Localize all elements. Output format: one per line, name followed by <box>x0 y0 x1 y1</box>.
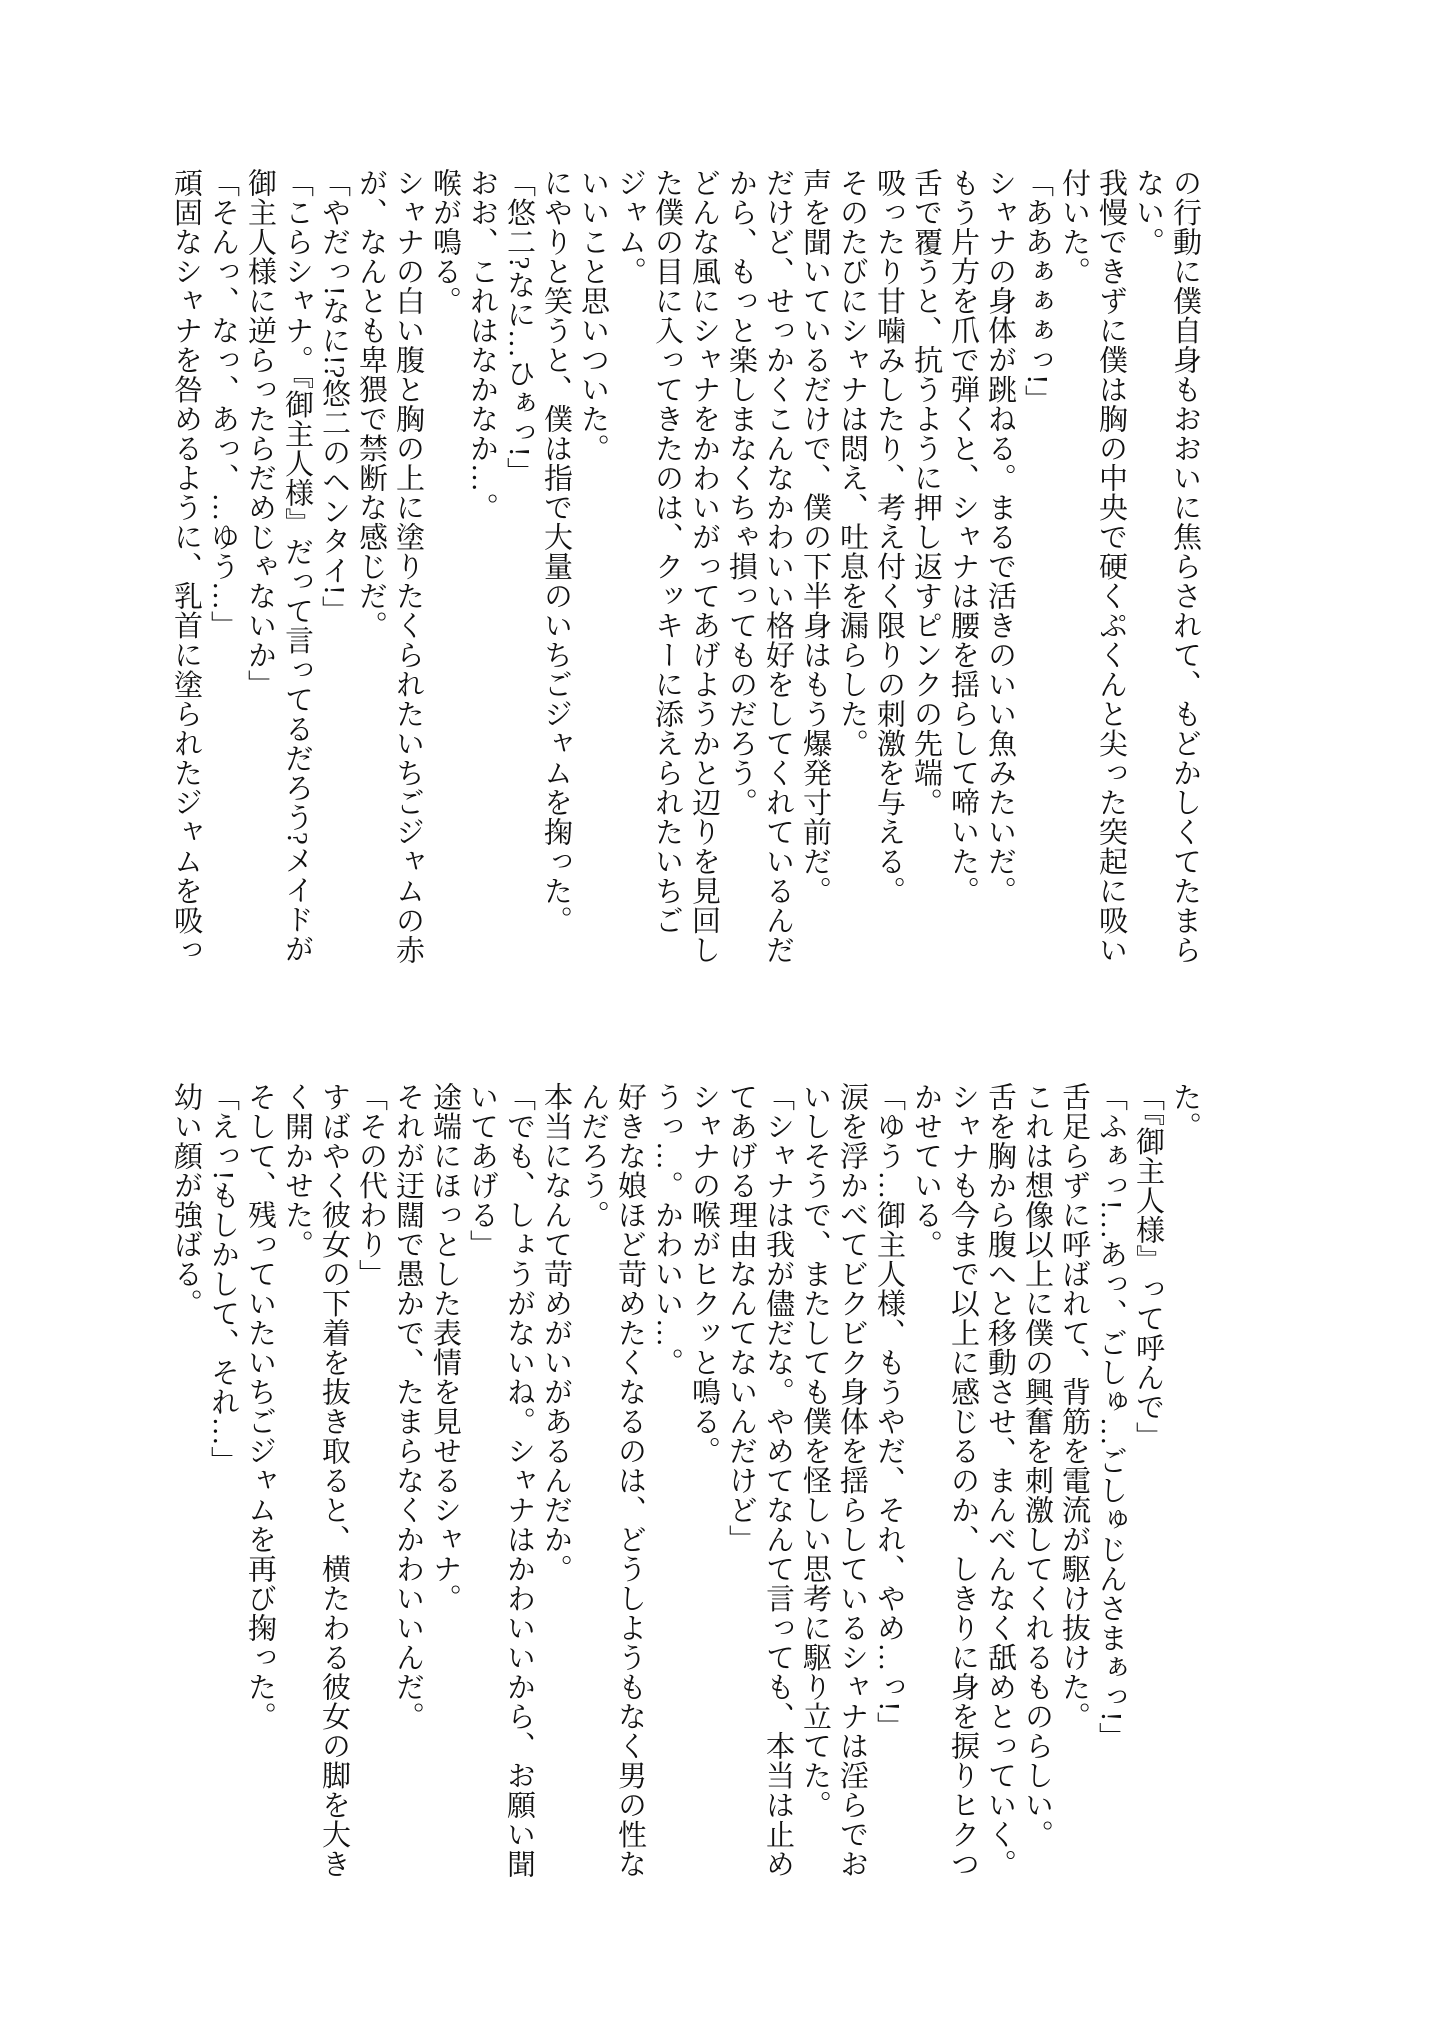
paragraph: 「ゆう…御主人様、もうやだ、それ、やめ…っ!」 <box>873 1082 905 1742</box>
paragraph: 舌を胸から腹へと移動させ、まんべんなく舐めとっていく。 <box>984 1082 1016 1879</box>
paragraph: 「悠二?なに…ひぁっ!」 <box>503 168 535 487</box>
paragraph: 舌足らずに呼ばれて、背筋を電流が駆け抜けた。 <box>1058 1082 1090 1731</box>
paragraph: そのたびにシャナは悶え、吐息を漏らした。 <box>836 168 868 758</box>
text-block-top <box>163 168 1203 983</box>
paragraph: 「ああぁぁぁっ!」 <box>1021 168 1053 415</box>
paragraph: いいこと思いついた。 <box>577 168 609 463</box>
paragraph: どんな風にシャナをかわいがってあげようかと辺りを見回した僕の目に入ってきたのは、クッキーに添えられたいちごジャム。 <box>614 168 720 965</box>
paragraph: 「『御主人様』って呼んで」 <box>1132 1082 1164 1451</box>
paragraph: もう片方を爪で弾くと、シャナは腰を揺らして啼いた。 <box>947 168 979 906</box>
paragraph: の行動に僕自身もおおいに焦らされて、もどかしくてたまらない。 <box>1132 168 1201 965</box>
paragraph: 喉が鳴る。 <box>429 168 461 316</box>
paragraph: これは想像以上に僕の興奮を刺激してくれるものらしい。 <box>1021 1082 1053 1849</box>
paragraph: 「こらシャナ。『御主人様』だって言ってるだろう?メイドが御主人様に逆らったらだめじゃないか」 <box>244 168 313 964</box>
paragraph: 途端にほっとした表情を見せるシャナ。 <box>429 1082 461 1613</box>
paragraph: 「でも、しょうがないね。シャナはかわいいから、お願い聞いてあげる」 <box>466 1082 535 1879</box>
paragraph: 「ふぁっ!…あっ、ごしゅ…ごしゅじんさまぁっ!」 <box>1095 1082 1127 1752</box>
paragraph: 「そんっ、なっ、あっ、…ゆう…」 <box>207 168 239 640</box>
text-block-bottom <box>163 1082 1203 1897</box>
paragraph: た。 <box>1169 1082 1201 1141</box>
paragraph: 「えっ!もしかして、それ…」 <box>207 1082 239 1476</box>
paragraph: そして、残っていたいちごジャムを再び掬った。 <box>244 1082 276 1731</box>
paragraph: 「シャナは我が儘だな。やめてなんて言っても、本当は止めてあげる理由なんてないんだけど」 <box>725 1082 794 1879</box>
paragraph: シャナの身体が跳ねる。まるで活きのいい魚みたいだ。 <box>984 168 1016 906</box>
paragraph: それが迂闊で愚かで、たまらなくかわいいんだ。 <box>392 1082 424 1731</box>
paragraph: 「その代わり」 <box>355 1082 387 1289</box>
paragraph: うっ…。かわいい…。 <box>651 1082 683 1377</box>
paragraph: 「やだっ!なに!?悠二のヘンタイ!」 <box>318 168 350 625</box>
paragraph: 我慢できずに僕は胸の中央で硬くぷくんと尖った突起に吸い付いた。 <box>1058 168 1127 965</box>
paragraph: にやりと笑うと、僕は指で大量のいちごジャムを掬った。 <box>540 168 572 935</box>
paragraph: シャナの喉がヒクッと鳴る。 <box>688 1082 720 1466</box>
paragraph: シャナも今まで以上に感じるのか、しきりに身を捩りヒクつかせている。 <box>910 1082 979 1879</box>
paragraph: 涙を浮かべてビクビク身体を揺らしているシャナは淫らでおいしそうで、またしても僕を怪しい思考に駆り立てた。 <box>799 1082 868 1879</box>
paragraph: 声を聞いているだけで、僕の下半身はもう爆発寸前だ。 <box>799 168 831 906</box>
paragraph: すばやく彼女の下着を抜き取ると、横たわる彼女の脚を大きく開かせた。 <box>281 1082 350 1879</box>
paragraph: だけど、せっかくこんなかわいい格好をしてくれているんだから、もっと楽しまなくちゃ損ってものだろう。 <box>725 168 794 965</box>
paragraph: 幼い顔が強ばる。 <box>170 1082 202 1318</box>
paragraph: 好きな娘ほど苛めたくなるのは、どうしようもなく男の性なんだろう。 <box>577 1082 646 1879</box>
paragraph: 本当になんて苛めがいがあるんだか。 <box>540 1082 572 1584</box>
paragraph: シャナの白い腹と胸の上に塗りたくられたいちごジャムの赤が、なんとも卑猥で禁断な感じだ。 <box>355 168 424 965</box>
paragraph: 吸ったり甘噛みしたり、考え付く限りの刺激を与える。 <box>873 168 905 906</box>
paragraph: おお、これはなかなか…。 <box>466 168 498 522</box>
paragraph: 舌で覆うと、抗うように押し返すピンクの先端。 <box>910 168 942 817</box>
paragraph: 頑固なシャナを咎めるように、乳首に塗られたジャムを吸っ <box>170 168 202 965</box>
